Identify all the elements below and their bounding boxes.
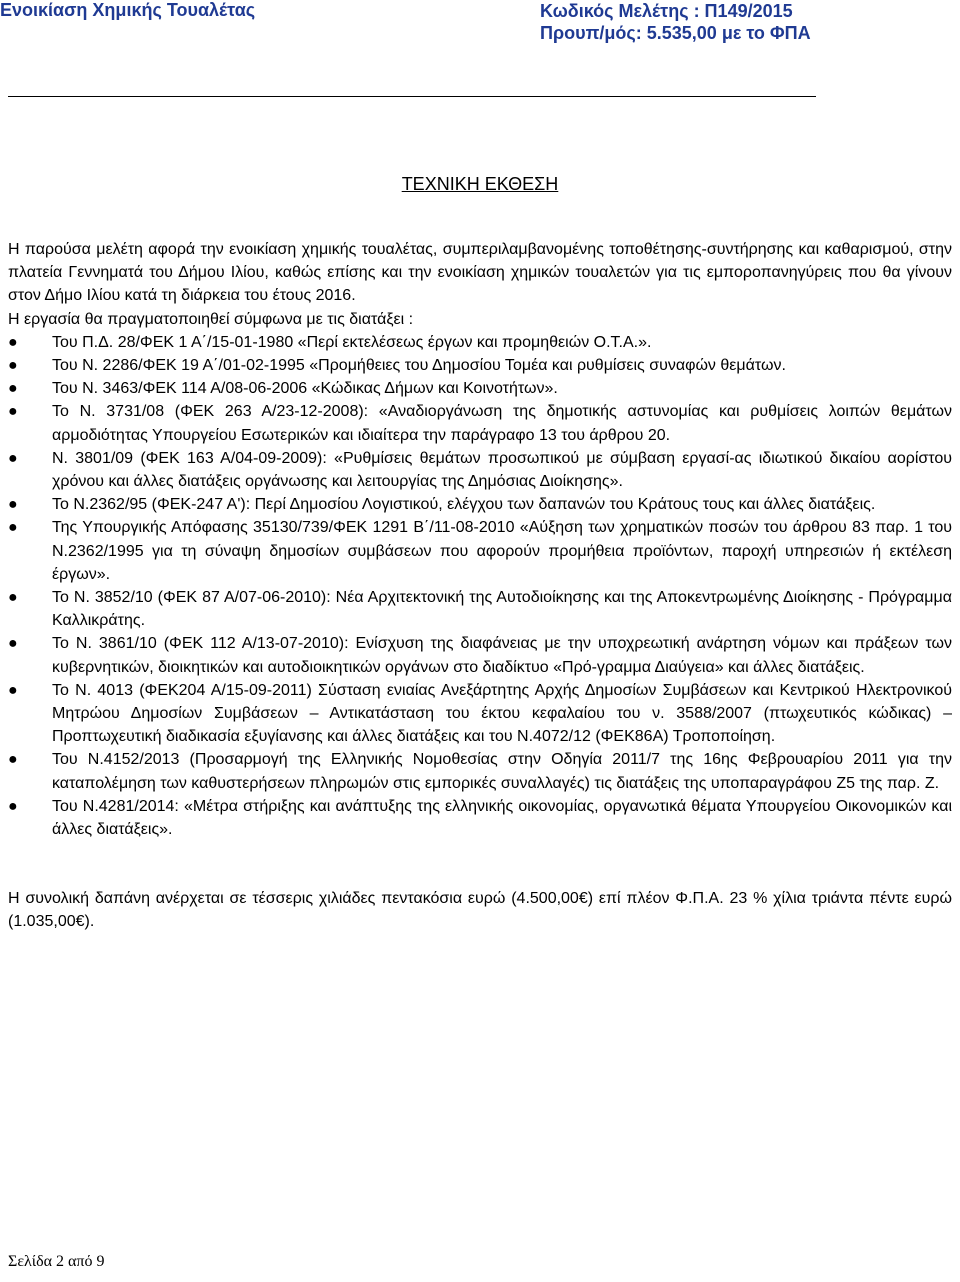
bullet-icon: ● <box>8 519 18 537</box>
list-item <box>8 331 952 354</box>
list-item-text: Του Ν. 3463/ΦΕΚ 114 Α/08-06-2006 «Κώδικας Δήμων και Κοινοτήτων». <box>52 380 558 398</box>
list-item-text: Το Ν.2362/95 (ΦΕΚ-247 Α'): Περί Δημοσίου Λογιστικού, ελέγχου των δαπανών του Κράτους τους και άλλες διατάξεις. <box>52 496 876 514</box>
bullet-icon: ● <box>8 449 18 467</box>
list-item-text: Ν. 3801/09 (ΦΕΚ 163 Α/04-09-2009): «Ρυθμίσεις θεμάτων προσωπικού με σύμβαση εργασί-ας ιδιωτικού δικαίου αορίστου χρόνου και άλλες διατάξεις οργάνωσης και λειτουργίας της Δημόσιας Διοίκησης». <box>52 449 952 491</box>
page-header <box>0 0 960 44</box>
list-item <box>8 795 952 841</box>
list-item <box>8 400 952 446</box>
bullet-icon: ● <box>8 589 18 607</box>
list-item-text: Το Ν. 3731/08 (ΦΕΚ 263 Α/23-12-2008): «Αναδιοργάνωση της δημοτικής αστυνομίας και ρυθμίσεις λοιπών θεμάτων αρμοδιότητας Υπουργείου Εσωτερικών και ιδιαίτερα την παράγραφο 13 του άρθρου 20. <box>52 403 952 444</box>
header-rule <box>8 96 816 97</box>
bullet-icon: ● <box>8 797 18 815</box>
page-number: Σελίδα 2 από 9 <box>8 1253 105 1270</box>
list-item <box>8 748 952 794</box>
study-code: Κωδικός Μελέτης : Π149/2015 <box>540 1 793 21</box>
header-title: Ενοικίαση Χημικής Τουαλέτας <box>0 0 256 20</box>
bullet-icon: ● <box>8 681 18 699</box>
bullet-icon: ● <box>8 357 18 375</box>
list-item-text: Του Ν. 2286/ΦΕΚ 19 Α΄/01-02-1995 «Προμήθειες του Δημοσίου Τομέα και ρυθμίσεις συναφών θεμάτων. <box>52 357 786 375</box>
list-item <box>8 679 952 749</box>
bullet-icon: ● <box>8 380 18 398</box>
provisions-intro: Η εργασία θα πραγματοποιηθεί σύμφωνα με τις διατάξει : <box>8 310 414 328</box>
provisions-list <box>8 331 952 841</box>
list-item-text: Του Π.Δ. 28/ΦΕΚ 1 Α΄/15-01-1980 «Περί εκτελέσεως έργων και προμηθειών Ο.Τ.Α.». <box>52 333 652 351</box>
list-item <box>8 516 952 586</box>
list-item <box>8 586 952 632</box>
budget: Προυπ/μός: 5.535,00 με το ΦΠΑ <box>540 23 811 43</box>
list-item-text: Το Ν. 4013 (ΦΕΚ204 Α/15-09-2011) Σύσταση ενιαίας Ανεξάρτητης Αρχής Δημοσίων Συμβάσεων και Κεντρικού Ηλεκτρονικού Μητρώου Δημοσίων Συμβάσεων – Αντικατάσταση του έκτου κεφαλαίου του ν. 3588/2007 (πτωχευτικός κώδικας) – Προπτωχευτική διαδικασία εξυγίανσης και άλλες διατάξεις και του Ν.4072/12 (ΦΕΚ86Α) Τροποποίηση. <box>52 681 952 746</box>
report-title: ΤΕΧΝΙΚΗ ΕΚΘΕΣΗ <box>401 174 559 194</box>
list-item <box>8 447 952 493</box>
list-item <box>8 632 952 678</box>
list-item-text: Του Ν.4281/2014: «Μέτρα στήριξης και ανάπτυξης της ελληνικής οικονομίας, οργανωτικά θέματα Υπουργείου Οικονομικών και άλλες διατάξεις». <box>52 797 952 839</box>
bullet-icon: ● <box>8 333 18 351</box>
list-item-text: Το Ν. 3861/10 (ΦΕΚ 112 Α/13-07-2010): Ενίσχυση της διαφάνειας με την υποχρεωτική ανάρτηση νόμων και πράξεων των κυβερνητικών, διοικητικών και αυτοδιοικητικών οργάνων στο διαδίκτυο «Πρό-γραμμα Διαύγεια» και άλλες διατάξεις. <box>52 635 952 676</box>
bullet-icon: ● <box>8 635 18 653</box>
bullet-icon: ● <box>8 496 18 514</box>
bullet-icon: ● <box>8 751 18 769</box>
list-item <box>8 377 952 400</box>
list-item <box>8 493 952 516</box>
list-item-text: Της Υπουργικής Απόφασης 35130/739/ΦΕΚ 1291 Β΄/11-08-2010 «Αύξηση των χρηματικών ποσών του άρθρου 83 παρ. 1 του Ν.2362/1995 για τη σύναψη δημοσίων συμβάσεων που αφορούν προμήθεια προϊόντων, παροχή υπηρεσιών ή εκτέλεση έργων». <box>52 519 952 583</box>
list-item <box>8 354 952 377</box>
summary-paragraph: Η συνολική δαπάνη ανέρχεται σε τέσσερις χιλιάδες πεντακόσια ευρώ (4.500,00€) επί πλέον Φ.Π.Α. 23 % χίλια τριάντα πέντε ευρώ (1.035,00€). <box>8 890 952 931</box>
bullet-icon: ● <box>8 403 18 421</box>
list-item-text: Το Ν. 3852/10 (ΦΕΚ 87 Α/07-06-2010): Νέα Αρχιτεκτονική της Αυτοδιοίκησης και της Αποκεντρωμένης Διοίκησης - Πρόγραμμα Καλλικράτης. <box>52 589 952 630</box>
intro-paragraph: Η παρούσα μελέτη αφορά την ενοικίαση χημικής τουαλέτας, συμπεριλαμβανομένης τοποθέτησης-συντήρησης και καθαρισμού, στην πλατεία Γεννηματά του Δήμου Ιλίου, καθώς επίσης και την ενοικίαση χημικών τουαλετών για τις εμποροπανηγύρεις που θα γίνουν στον Δήμο Ιλίου κατά τη διάρκεια του έτους 2016. <box>8 241 952 305</box>
list-item-text: Του Ν.4152/2013 (Προσαρμογή της Ελληνικής Νομοθεσίας στην Οδηγία 2011/7 της 16ης Φεβρουαρίου 2011 για την καταπολέμηση των καθυστερήσεων πληρωμών στις εμπορικές συναλλαγές) τις διατάξεις της υποπαραγράφου Ζ5 της παρ. Ζ. <box>52 751 952 792</box>
header-meta <box>540 0 811 44</box>
document-body <box>8 238 952 934</box>
